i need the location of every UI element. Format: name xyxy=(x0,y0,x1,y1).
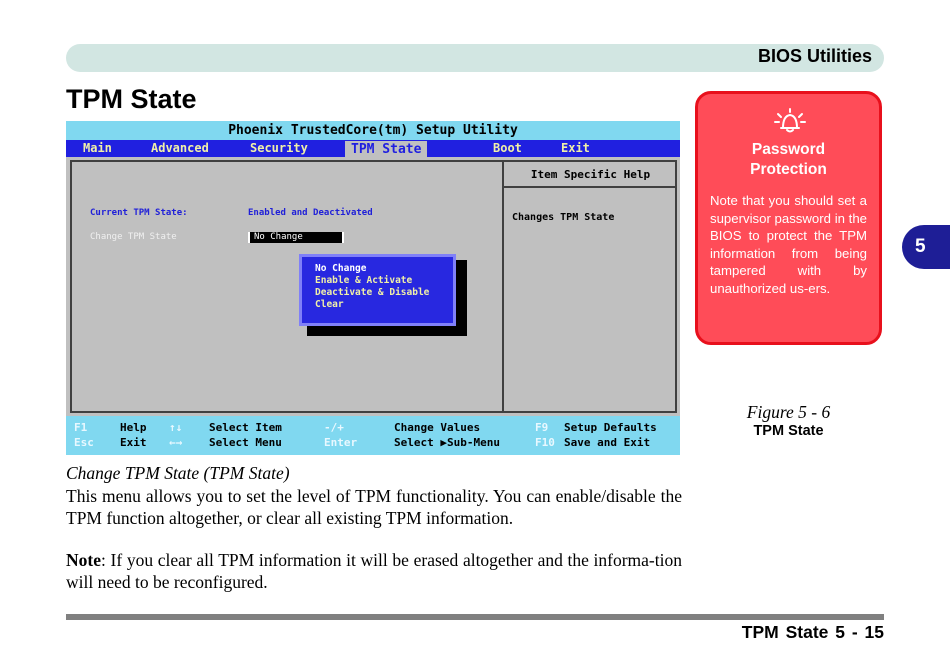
bios-help-header: Item Specific Help xyxy=(504,162,677,188)
f10-key: F10 xyxy=(535,436,555,449)
option-enable-activate: Enable & Activate xyxy=(315,275,413,286)
footer-page-label: TPM State 5 - 15 xyxy=(741,622,884,642)
enter-key: Enter xyxy=(324,436,358,449)
enter-label: Select ▶Sub-Menu xyxy=(394,436,500,449)
sidebar-title-line1: Password xyxy=(751,141,826,158)
change-tpm-label: Change TPM State xyxy=(90,232,177,242)
current-tpm-label: Current TPM State: xyxy=(90,208,188,218)
minus-key: -/+ xyxy=(324,421,344,434)
bios-menu-advanced: Advanced xyxy=(151,141,209,155)
option-no-change: No Change xyxy=(315,263,367,274)
bios-divider xyxy=(502,162,504,411)
bios-menu-main: Main xyxy=(83,141,112,155)
option-deactivate-disable: Deactivate & Disable xyxy=(315,287,430,298)
bios-footer xyxy=(66,416,680,455)
tpm-options-popup xyxy=(299,254,456,326)
bios-menu-boot: Boot xyxy=(493,141,522,155)
bios-menu-security: Security xyxy=(250,141,308,155)
updown-label: Select Item xyxy=(209,421,282,434)
bios-title: Phoenix TrustedCore(tm) Setup Utility xyxy=(66,121,680,140)
f1-label: Help xyxy=(120,421,147,434)
page-title: TPM State xyxy=(66,84,197,114)
section-heading: Change TPM State (TPM State) xyxy=(66,463,290,483)
bios-menu-exit: Exit xyxy=(561,141,590,155)
note-label: Note xyxy=(66,550,101,570)
chapter-tab: 5 xyxy=(902,225,950,269)
sidebar-title xyxy=(698,140,879,180)
bios-screenshot xyxy=(66,121,680,455)
bios-menu-bar xyxy=(66,140,680,157)
current-tpm-value: Enabled and Deactivated xyxy=(248,208,373,218)
sidebar-title-line2: Protection xyxy=(750,161,827,178)
footer-rule xyxy=(66,614,884,620)
note-paragraph xyxy=(66,550,682,593)
updown-key: ↑↓ xyxy=(169,421,183,434)
option-clear: Clear xyxy=(315,299,344,310)
sidebar-body: Note that you should set a supervisor password in the BIOS to protect the TPM information from being tampered with by unauthorized us-ers. xyxy=(710,193,867,296)
minus-label: Change Values xyxy=(394,421,481,434)
sidebar-note-box xyxy=(695,91,882,345)
f1-key: F1 xyxy=(74,421,88,434)
f10-label: Save and Exit xyxy=(564,436,651,449)
f9-label: Setup Defaults xyxy=(564,421,657,434)
f9-key: F9 xyxy=(535,421,549,434)
note-text: : If you clear all TPM information it will be erased altogether and the informa-tion will need to be reconfigured. xyxy=(66,550,682,592)
figure-number: Figure 5 - 6 xyxy=(746,402,831,422)
change-tpm-value: No Change xyxy=(248,232,344,243)
bios-help-text: Changes TPM State xyxy=(512,212,615,223)
leftright-label: Select Menu xyxy=(209,436,282,449)
esc-label: Exit xyxy=(120,436,147,449)
header-title: BIOS Utilities xyxy=(757,46,872,66)
figure-caption: TPM State xyxy=(753,423,824,439)
esc-key: Esc xyxy=(74,436,94,449)
leftright-key: ←→ xyxy=(169,436,183,449)
bios-menu-tpm-state: TPM State xyxy=(345,141,427,157)
alarm-icon xyxy=(772,106,808,134)
intro-paragraph: This menu allows you to set the level of TPM functionality. You can enable/disable the TPM function altogether, or clear all existing TPM information. xyxy=(66,486,682,528)
